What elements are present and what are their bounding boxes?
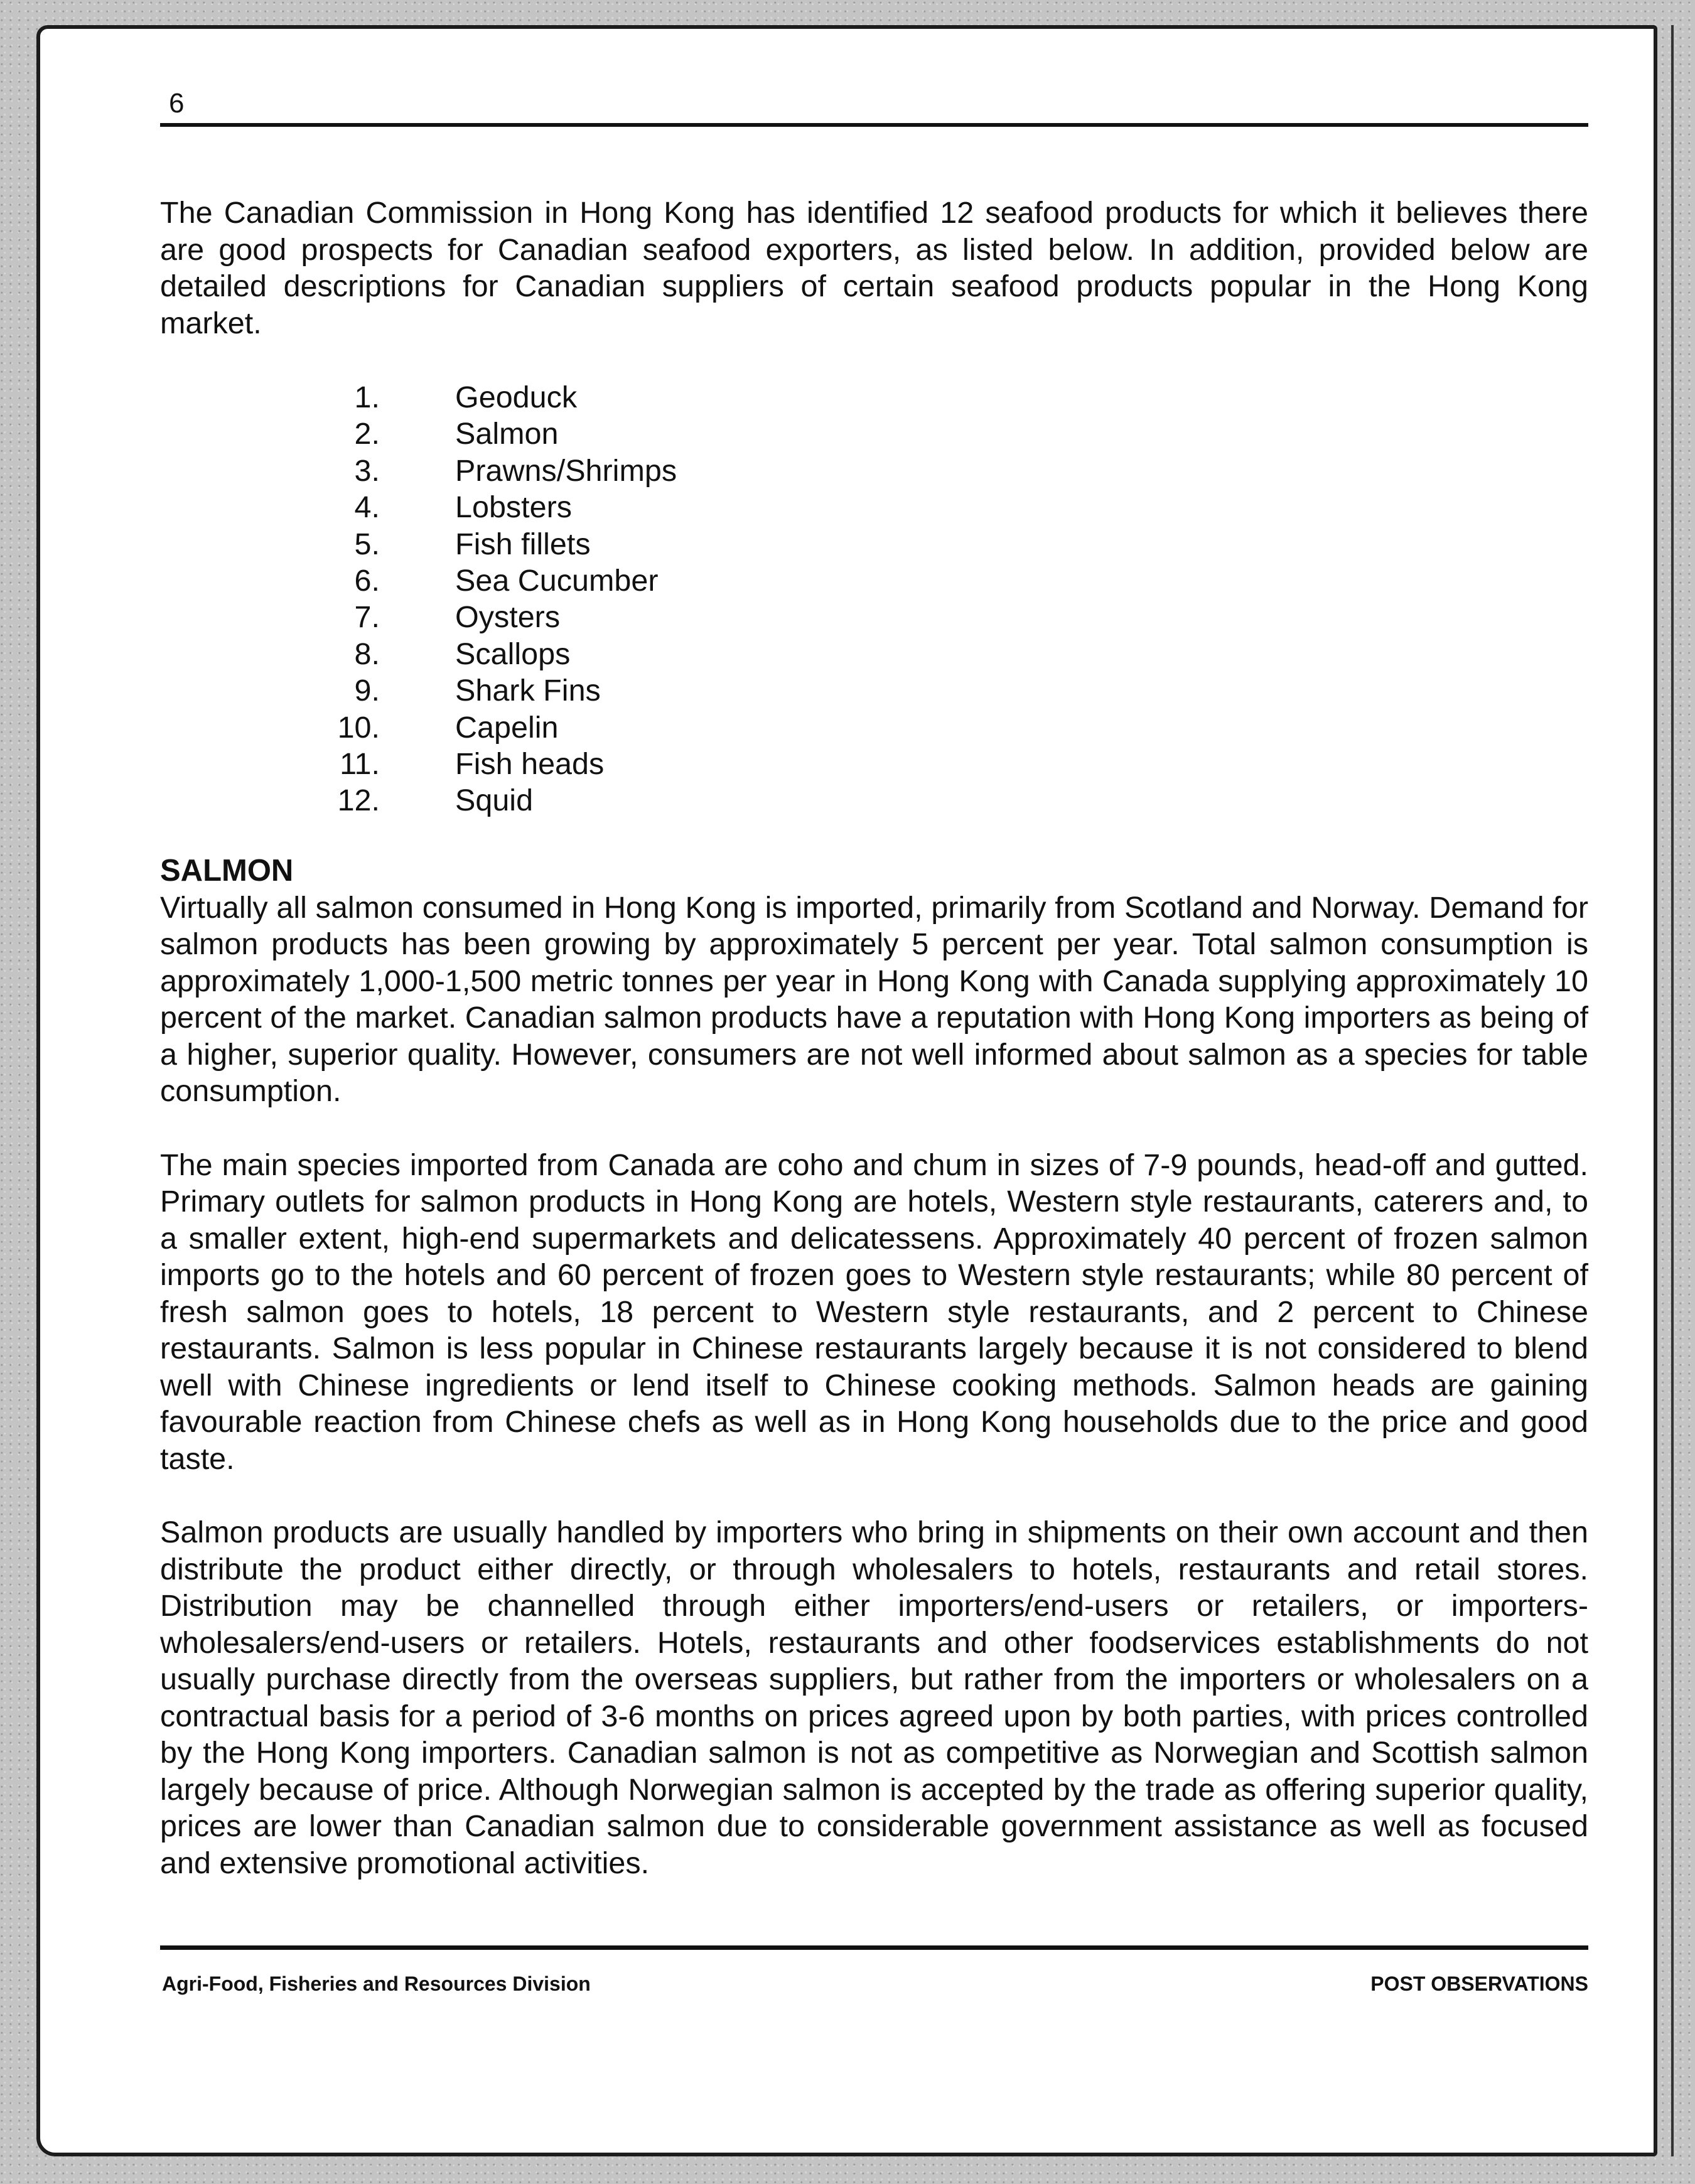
list-item bbox=[317, 526, 1695, 562]
list-item bbox=[317, 489, 1695, 525]
page-number: 6 bbox=[169, 88, 185, 119]
list-item-number: 3. bbox=[354, 453, 380, 488]
salmon-paragraph-2: The main species imported from Canada are coho and chum in sizes of 7-9 pounds, head-off and gutted. Primary outlets for salmon products in Hong Kong are hotels, Western style restaurants, caterers and, to a smaller extent, high-end supermarkets and delicatessens. Approximately 40 percent of frozen salmon imports go to the hotels and 60 percent of frozen goes to Western style restaurants; while 80 percent of fresh salmon goes to hotels, 18 percent to Western style restaurants, and 2 percent to Chinese restaurants. Salmon is less popular in Chinese restaurants largely because it is not considered to blend well with Chinese ingredients or lend itself to Chinese cooking methods. Salmon heads are gaining favourable reaction from Chinese chefs as well as in Hong Kong households due to the price and good taste. bbox=[160, 1148, 1588, 1476]
list-item-number: 6. bbox=[354, 564, 380, 598]
list-item-label: Scallops bbox=[455, 637, 571, 671]
list-item-label: Salmon bbox=[455, 417, 559, 451]
list-item-number: 12. bbox=[337, 783, 380, 818]
list-item-number: 8. bbox=[354, 637, 380, 671]
list-item-number: 9. bbox=[354, 674, 380, 708]
list-item-number: 2. bbox=[354, 417, 380, 451]
list-item-number: 5. bbox=[354, 527, 380, 561]
header-rule bbox=[160, 123, 1588, 127]
salmon-paragraph-3: Salmon products are usually handled by importers who bring in shipments on their own account and then distribute the product either directly, or through wholesalers to hotels, restaurants and retail stores. Distribution may be channelled through either importers/end-users or retailers, or importers-wholesalers/end-users or retailers. Hotels, restaurants and other foodservices establishments do not usually purchase directly from the overseas suppliers, but rather from the importers or wholesalers on a contractual basis for a period of 3-6 months on prices agreed upon by both parties, with prices controlled by the Hong Kong importers. Canadian salmon is not as competitive as Norwegian and Scottish salmon largely because of price. Although Norwegian salmon is accepted by the trade as offering superior quality, prices are lower than Canadian salmon due to considerable government assistance as well as focused and extensive promotional activities. bbox=[160, 1515, 1588, 1880]
list-item bbox=[317, 636, 1695, 672]
list-item-label: Geoduck bbox=[455, 380, 578, 414]
list-item bbox=[317, 453, 1695, 489]
list-item-label: Oysters bbox=[455, 600, 561, 635]
list-item bbox=[317, 379, 1695, 416]
list-item-label: Lobsters bbox=[455, 490, 573, 525]
list-item-number: 4. bbox=[354, 490, 380, 525]
list-item bbox=[317, 782, 1695, 819]
list-item bbox=[317, 599, 1695, 635]
list-item bbox=[317, 672, 1695, 709]
page-content bbox=[160, 88, 1588, 1881]
list-item bbox=[317, 746, 1695, 782]
list-item bbox=[317, 562, 1695, 599]
intro-paragraph: The Canadian Commission in Hong Kong has identified 12 seafood products for which it believes there are good prospects for Canadian seafood exporters, as listed below. In addition, provided below are detailed descriptions for Canadian suppliers of certain seafood products popular in the Hong Kong market. bbox=[160, 196, 1588, 340]
list-item-number: 11. bbox=[340, 747, 380, 782]
footer-rule bbox=[160, 1945, 1588, 1950]
list-item bbox=[317, 709, 1695, 746]
list-item-label: Sea Cucumber bbox=[455, 564, 659, 598]
section-heading-salmon: SALMON bbox=[160, 853, 294, 888]
page-edge-line bbox=[1671, 25, 1674, 2156]
footer-section-title: POST OBSERVATIONS bbox=[1370, 1972, 1588, 1995]
list-item bbox=[317, 416, 1695, 452]
list-item-label: Shark Fins bbox=[455, 674, 601, 708]
list-item-number: 10. bbox=[337, 710, 380, 745]
list-item-number: 1. bbox=[354, 380, 380, 414]
footer-division-name: Agri-Food, Fisheries and Resources Division bbox=[162, 1972, 591, 1995]
list-item-label: Squid bbox=[455, 783, 534, 818]
list-item-label: Fish fillets bbox=[455, 527, 591, 561]
list-item-label: Fish heads bbox=[455, 747, 605, 782]
salmon-paragraph-1: Virtually all salmon consumed in Hong Kong is imported, primarily from Scotland and Norway. Demand for salmon products has been growing by approximately 5 percent per year. Total salmon consumption is approximately 1,000-1,500 metric tonnes per year in Hong Kong with Canada supplying approximately 10 percent of the market. Canadian salmon products have a reputation with Hong Kong importers as being of a higher, superior quality. However, consumers are not well informed about salmon as a species for table consumption. bbox=[160, 890, 1588, 1109]
list-item-label: Capelin bbox=[455, 710, 559, 745]
product-list bbox=[317, 379, 1695, 819]
list-item-number: 7. bbox=[354, 600, 380, 635]
list-item-label: Prawns/Shrimps bbox=[455, 453, 677, 488]
